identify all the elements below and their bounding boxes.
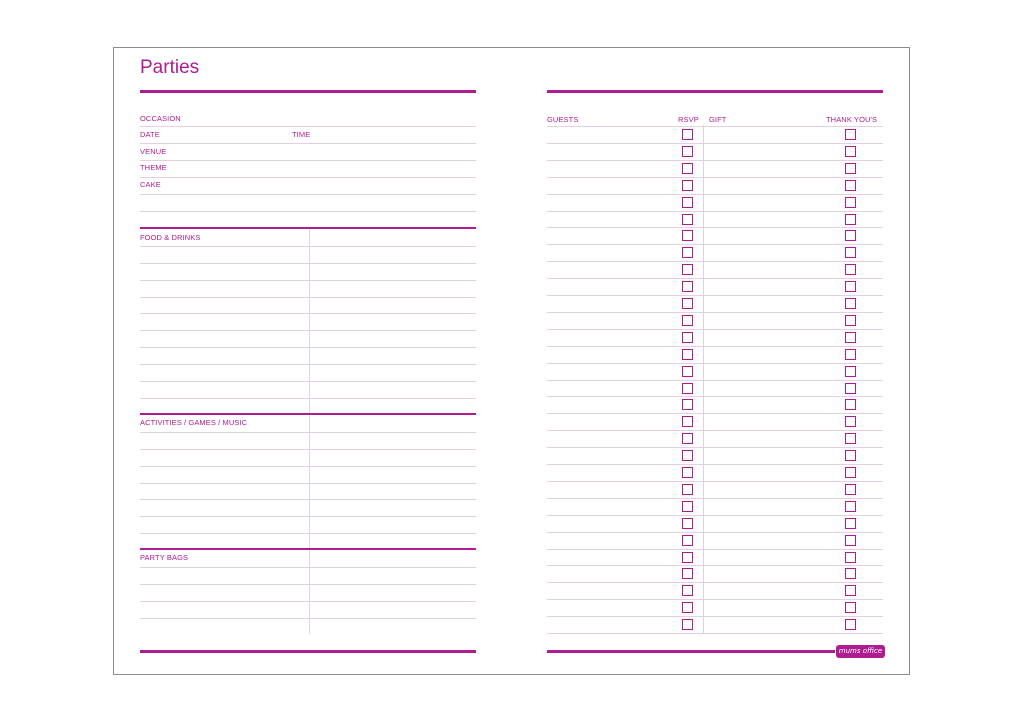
- ruled-line: [140, 533, 476, 534]
- time-label: TIME: [292, 130, 311, 139]
- thank-you-checkbox[interactable]: [845, 383, 856, 394]
- rsvp-checkbox[interactable]: [682, 433, 693, 444]
- party-bags-column-divider: [309, 550, 310, 634]
- rsvp-checkbox[interactable]: [682, 264, 693, 275]
- row-line: [547, 380, 883, 381]
- row-line: [547, 329, 883, 330]
- thank-you-checkbox[interactable]: [845, 264, 856, 275]
- date-label: DATE: [140, 130, 160, 139]
- thank-you-checkbox[interactable]: [845, 399, 856, 410]
- rsvp-checkbox[interactable]: [682, 332, 693, 343]
- row-line: [547, 194, 883, 195]
- row-line: [547, 244, 883, 245]
- row-line: [547, 126, 883, 127]
- row-line: [547, 227, 883, 228]
- food-section-rule: [140, 227, 476, 229]
- row-line: [547, 498, 883, 499]
- row-line: [547, 549, 883, 550]
- thank-you-checkbox[interactable]: [845, 197, 856, 208]
- venue-label: VENUE: [140, 147, 167, 156]
- ruled-line: [140, 381, 476, 382]
- rsvp-checkbox[interactable]: [682, 484, 693, 495]
- row-line: [547, 599, 883, 600]
- planner-sheet: [113, 47, 910, 675]
- food-column-divider: [309, 229, 310, 413]
- rsvp-checkbox[interactable]: [682, 399, 693, 410]
- thank-you-checkbox[interactable]: [845, 602, 856, 613]
- row-line: [547, 346, 883, 347]
- party-bags-section-rule: [140, 548, 476, 550]
- rsvp-checkbox[interactable]: [682, 467, 693, 478]
- thank-you-checkbox[interactable]: [845, 585, 856, 596]
- thank-you-checkbox[interactable]: [845, 467, 856, 478]
- thank-you-checkbox[interactable]: [845, 552, 856, 563]
- rsvp-checkbox[interactable]: [682, 247, 693, 258]
- row-line: [547, 616, 883, 617]
- rsvp-checkbox[interactable]: [682, 163, 693, 174]
- ruled-line: [140, 347, 476, 348]
- ruled-line: [140, 313, 476, 314]
- thank-yous-header: THANK YOU'S: [826, 115, 878, 124]
- rsvp-header: RSVP: [678, 115, 699, 124]
- row-line: [547, 633, 883, 634]
- field-line: [140, 194, 476, 195]
- field-line: [140, 211, 476, 212]
- gift-header: GIFT: [709, 115, 727, 124]
- field-line: [140, 160, 476, 161]
- ruled-line: [140, 449, 476, 450]
- thank-you-checkbox[interactable]: [845, 501, 856, 512]
- rsvp-checkbox[interactable]: [682, 518, 693, 529]
- thank-you-checkbox[interactable]: [845, 416, 856, 427]
- thank-you-checkbox[interactable]: [845, 298, 856, 309]
- left-bottom-rule: [140, 650, 476, 653]
- row-line: [547, 532, 883, 533]
- row-line: [547, 278, 883, 279]
- row-line: [547, 430, 883, 431]
- rsvp-checkbox[interactable]: [682, 180, 693, 191]
- ruled-line: [140, 364, 476, 365]
- ruled-line: [140, 246, 476, 247]
- activities-section-rule: [140, 413, 476, 415]
- row-line: [547, 447, 883, 448]
- occasion-label: OCCASION: [140, 114, 181, 123]
- theme-label: THEME: [140, 163, 167, 172]
- row-line: [547, 312, 883, 313]
- ruled-line: [140, 330, 476, 331]
- thank-you-checkbox[interactable]: [845, 129, 856, 140]
- row-line: [547, 211, 883, 212]
- left-top-rule: [140, 90, 476, 93]
- thank-you-checkbox[interactable]: [845, 535, 856, 546]
- rsvp-checkbox[interactable]: [682, 366, 693, 377]
- ruled-line: [140, 297, 476, 298]
- ruled-line: [140, 567, 476, 568]
- rsvp-checkbox[interactable]: [682, 214, 693, 225]
- rsvp-checkbox[interactable]: [682, 602, 693, 613]
- row-line: [547, 481, 883, 482]
- activities-label: ACTIVITIES / GAMES / MUSIC: [140, 418, 248, 427]
- thank-you-checkbox[interactable]: [845, 433, 856, 444]
- brand-logo: mums office: [836, 645, 885, 658]
- thank-you-checkbox[interactable]: [845, 281, 856, 292]
- field-line: [140, 126, 476, 127]
- thank-you-checkbox[interactable]: [845, 518, 856, 529]
- thank-you-checkbox[interactable]: [845, 230, 856, 241]
- rsvp-checkbox[interactable]: [682, 416, 693, 427]
- field-line: [140, 177, 476, 178]
- rsvp-checkbox[interactable]: [682, 197, 693, 208]
- ruled-line: [140, 618, 476, 619]
- thank-you-checkbox[interactable]: [845, 349, 856, 360]
- row-line: [547, 363, 883, 364]
- row-line: [547, 177, 883, 178]
- thank-you-checkbox[interactable]: [845, 450, 856, 461]
- thank-you-checkbox[interactable]: [845, 619, 856, 630]
- right-top-rule: [547, 90, 883, 93]
- thank-you-checkbox[interactable]: [845, 163, 856, 174]
- thank-you-checkbox[interactable]: [845, 146, 856, 157]
- ruled-line: [140, 280, 476, 281]
- rsvp-checkbox[interactable]: [682, 619, 693, 630]
- ruled-line: [140, 432, 476, 433]
- rsvp-checkbox[interactable]: [682, 298, 693, 309]
- ruled-line: [140, 466, 476, 467]
- thank-you-checkbox[interactable]: [845, 332, 856, 343]
- rsvp-checkbox[interactable]: [682, 535, 693, 546]
- thank-you-checkbox[interactable]: [845, 214, 856, 225]
- ruled-line: [140, 263, 476, 264]
- thank-you-checkbox[interactable]: [845, 568, 856, 579]
- row-line: [547, 582, 883, 583]
- page-title: Parties: [140, 57, 200, 78]
- row-line: [547, 515, 883, 516]
- ruled-line: [140, 516, 476, 517]
- row-line: [547, 565, 883, 566]
- ruled-line: [140, 499, 476, 500]
- rsvp-checkbox[interactable]: [682, 501, 693, 512]
- rsvp-checkbox[interactable]: [682, 568, 693, 579]
- ruled-line: [140, 601, 476, 602]
- rsvp-checkbox[interactable]: [682, 349, 693, 360]
- cake-label: CAKE: [140, 180, 161, 189]
- row-line: [547, 396, 883, 397]
- row-line: [547, 413, 883, 414]
- row-line: [547, 160, 883, 161]
- guests-header: GUESTS: [547, 115, 579, 124]
- rsvp-checkbox[interactable]: [682, 585, 693, 596]
- row-line: [547, 143, 883, 144]
- ruled-line: [140, 398, 476, 399]
- row-line: [547, 261, 883, 262]
- thank-you-checkbox[interactable]: [845, 315, 856, 326]
- activities-column-divider: [309, 415, 310, 548]
- right-bottom-rule: [547, 650, 835, 653]
- row-line: [547, 295, 883, 296]
- rsvp-checkbox[interactable]: [682, 146, 693, 157]
- ruled-line: [140, 584, 476, 585]
- thank-you-checkbox[interactable]: [845, 247, 856, 258]
- ruled-line: [140, 483, 476, 484]
- rsvp-checkbox[interactable]: [682, 129, 693, 140]
- rsvp-checkbox[interactable]: [682, 552, 693, 563]
- rsvp-checkbox[interactable]: [682, 450, 693, 461]
- row-line: [547, 464, 883, 465]
- rsvp-checkbox[interactable]: [682, 230, 693, 241]
- rsvp-checkbox[interactable]: [682, 315, 693, 326]
- field-line: [140, 143, 476, 144]
- rsvp-checkbox[interactable]: [682, 383, 693, 394]
- rsvp-checkbox[interactable]: [682, 281, 693, 292]
- food-drinks-label: FOOD & DRINKS: [140, 233, 201, 242]
- thank-you-checkbox[interactable]: [845, 366, 856, 377]
- party-bags-label: PARTY BAGS: [140, 553, 189, 562]
- thank-you-checkbox[interactable]: [845, 180, 856, 191]
- thank-you-checkbox[interactable]: [845, 484, 856, 495]
